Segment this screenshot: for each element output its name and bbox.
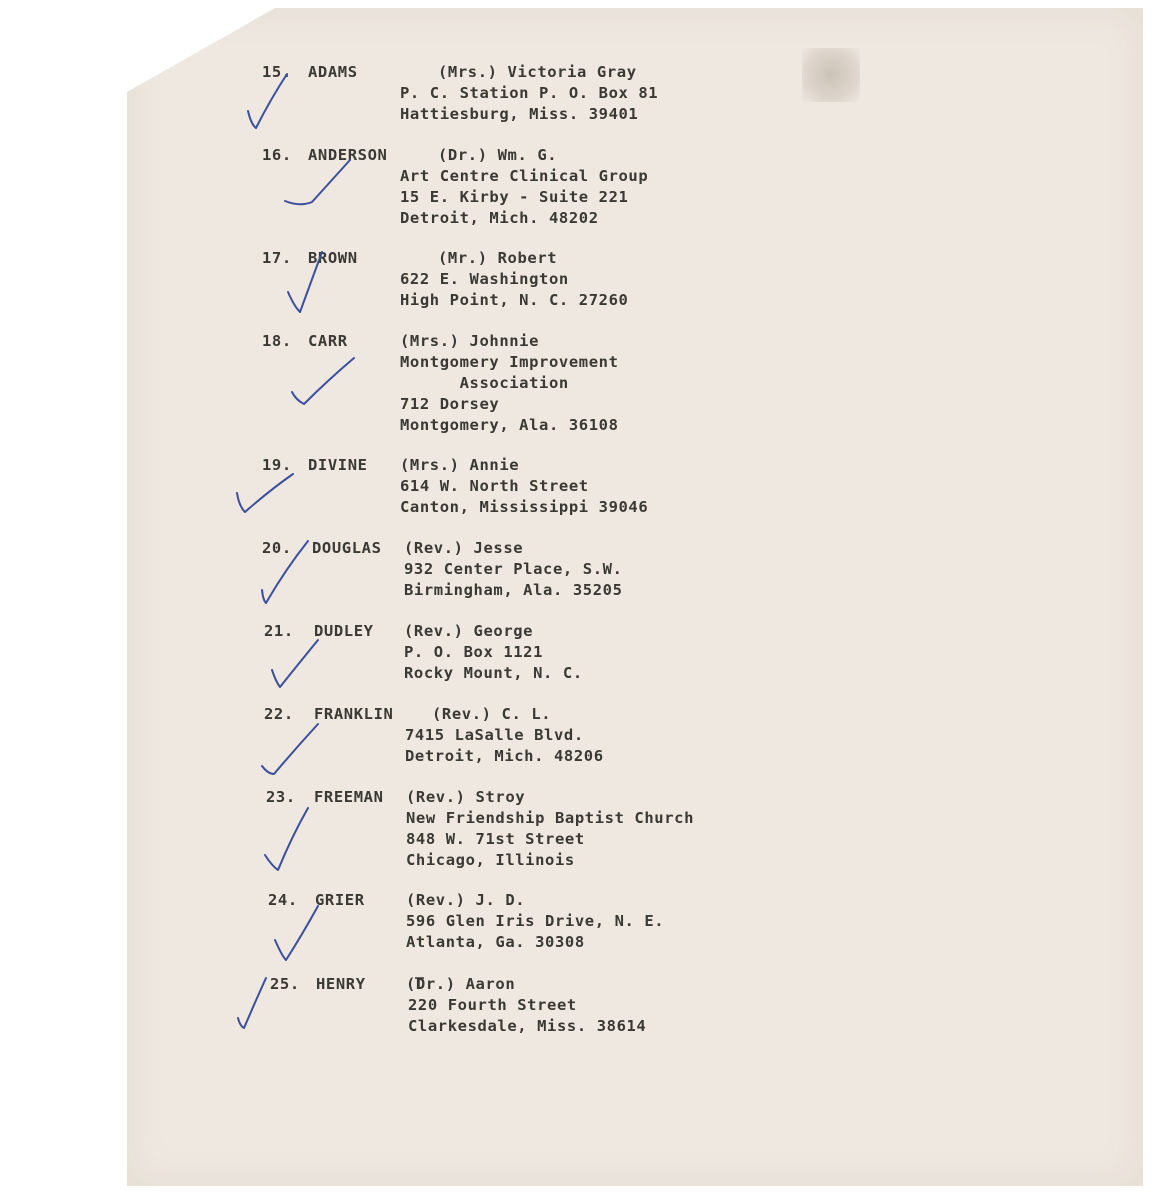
- address-line: P. O. Box 1121: [404, 643, 544, 661]
- address-line: New Friendship Baptist Church: [406, 809, 695, 827]
- entry-number: 24.: [268, 891, 298, 909]
- entry-surname: FREEMAN: [314, 788, 384, 806]
- address-line: Chicago, Illinois: [406, 851, 575, 869]
- address-line: Montgomery, Ala. 36108: [400, 416, 619, 434]
- address-line: 7415 LaSalle Blvd.: [405, 726, 584, 744]
- address-line: Birmingham, Ala. 35205: [404, 581, 623, 599]
- entry-number: 16.: [262, 146, 292, 164]
- address-line: Detroit, Mich. 48202: [400, 209, 599, 227]
- entry-number: 19.: [262, 456, 292, 474]
- entry-title-name: (Mrs.) Victoria Gray: [438, 63, 637, 81]
- entry-surname: FRANKLIN: [314, 705, 394, 723]
- address-line: 596 Glen Iris Drive, N. E.: [406, 912, 665, 930]
- ink-bleed-mark: [802, 48, 860, 102]
- entry-number: 15.: [262, 63, 292, 81]
- address-line: Association: [400, 374, 569, 392]
- entry-title-name: (Mrs.) Johnnie: [400, 332, 540, 350]
- address-line: 848 W. 71st Street: [406, 830, 585, 848]
- entry-surname: BROWN: [308, 249, 358, 267]
- entry-number: 21.: [264, 622, 294, 640]
- entry-number: 20.: [262, 539, 292, 557]
- entry-title-name: (Rev.) Stroy: [406, 788, 526, 806]
- address-line: 932 Center Place, S.W.: [404, 560, 623, 578]
- entry-surname: HENRY: [316, 975, 366, 993]
- entry-surname: DIVINE: [308, 456, 368, 474]
- entry-title-name: (Mr.) Robert: [438, 249, 558, 267]
- entry-number: 25.: [270, 975, 300, 993]
- address-line: 614 W. North Street: [400, 477, 589, 495]
- address-line: Art Centre Clinical Group: [400, 167, 649, 185]
- address-line: Canton, Mississippi 39046: [400, 498, 649, 516]
- entry-surname: DOUGLAS: [312, 539, 382, 557]
- entry-surname: DUDLEY: [314, 622, 374, 640]
- address-line: Rocky Mount, N. C.: [404, 664, 583, 682]
- entry-title-name: (Rev.) Jesse: [404, 539, 524, 557]
- entry-number: 18.: [262, 332, 292, 350]
- address-line: Montgomery Improvement: [400, 353, 619, 371]
- entry-title-name: (Rev.) C. L.: [432, 705, 552, 723]
- address-line: 15 E. Kirby - Suite 221: [400, 188, 629, 206]
- address-line: Hattiesburg, Miss. 39401: [400, 105, 639, 123]
- entry-number: 17.: [262, 249, 292, 267]
- entry-title-name: (Rev.) George: [404, 622, 534, 640]
- address-line: Detroit, Mich. 48206: [405, 747, 604, 765]
- address-line: Clarkesdale, Miss. 38614: [408, 1017, 647, 1035]
- entry-number: 22.: [264, 705, 294, 723]
- address-line: 712 Dorsey: [400, 395, 500, 413]
- entry-number: 23.: [266, 788, 296, 806]
- address-line: High Point, N. C. 27260: [400, 291, 629, 309]
- entry-title-name: (Rev.) J. D.: [406, 891, 526, 909]
- entry-surname: ADAMS: [308, 63, 358, 81]
- address-line: 220 Fourth Street: [408, 996, 577, 1014]
- address-line: Atlanta, Ga. 30308: [406, 933, 585, 951]
- entry-surname: ANDERSON: [308, 146, 388, 164]
- entry-title-name: (Dr.) Wm. G.: [438, 146, 558, 164]
- entry-title-name: (Dr.) Aaron: [406, 975, 516, 993]
- entry-title-name: (Mrs.) Annie: [400, 456, 520, 474]
- entry-surname: GRIER: [315, 891, 365, 909]
- address-line: P. C. Station P. O. Box 81: [400, 84, 659, 102]
- address-line: 622 E. Washington: [400, 270, 569, 288]
- entry-surname: CARR: [308, 332, 348, 350]
